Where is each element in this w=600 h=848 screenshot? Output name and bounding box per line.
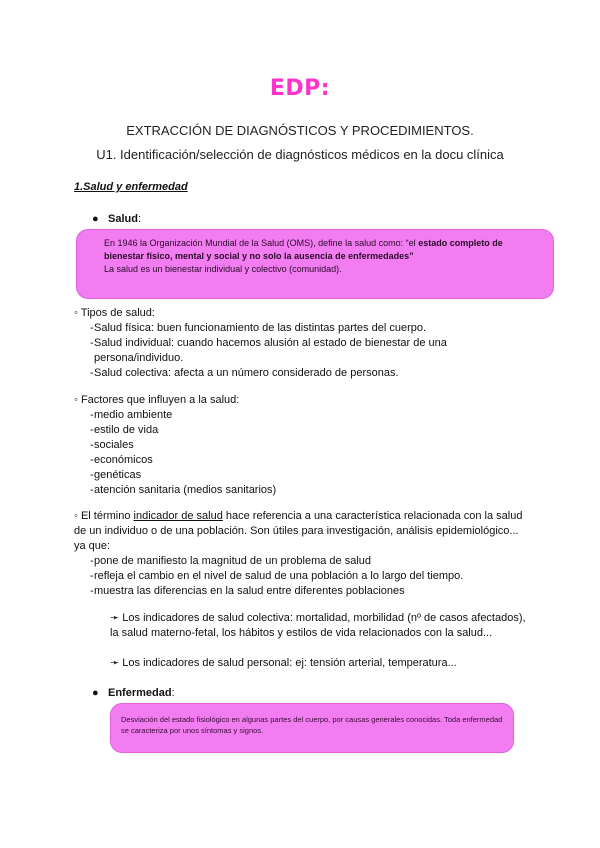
indicador-list — [74, 554, 534, 599]
indicador-term: indicador de salud — [133, 510, 223, 522]
bullet-salud-label: Salud — [108, 213, 138, 225]
list-item: - estilo de vida — [74, 423, 534, 438]
section-heading: 1.Salud y enfermedad — [74, 181, 188, 193]
list-item: - refleja el cambio en el nivel de salud de una población a lo largo del tiempo. — [74, 569, 534, 584]
salud-callout-end: La salud es un bienestar individual y colectivo (comunidad). — [104, 264, 342, 274]
indicadores-personal: ➛ Los indicadores de salud personal: ej: tensión arterial, temperatura... — [110, 657, 457, 669]
salud-definition-callout — [76, 229, 554, 299]
enfermedad-callout-text: Desviación del estado fisiológico en algunas partes del cuerpo, por causas generales conocidas. Toda enfermedad se caracteriza por unos síntomas y signos. — [121, 715, 503, 735]
list-item: - genéticas — [74, 468, 534, 483]
indicador-paragraph: ◦ El término indicador de salud hace referencia a una característica relacionada con la salud de un individuo o de una población. Son útiles para investigación, análisis epidemiológico... ya que: — [74, 510, 523, 552]
list-item: - Salud física: buen funcionamiento de las distintas partes del cuerpo. — [74, 321, 534, 336]
factores-list — [74, 408, 534, 498]
list-item: - muestra las diferencias en la salud entre diferentes poblaciones — [74, 584, 534, 599]
list-item: - económicos — [74, 453, 534, 468]
tipos-heading: ◦ Tipos de salud: — [74, 307, 155, 319]
bullet-salud: ● Salud: — [92, 213, 142, 225]
salud-callout-intro: En 1946 la Organización Mundial de la Salud (OMS), define la salud como: “el — [104, 238, 416, 248]
bullet-dot-icon: ● — [92, 213, 99, 225]
factores-heading: ◦ Factores que influyen a la salud: — [74, 394, 240, 406]
document-title: EDP: — [269, 76, 331, 101]
salud-callout-quote: estado completo de bienestar físico, mental y social y no solo la ausencia de enfermedades” — [104, 238, 503, 261]
bullet-enfermedad-label: Enfermedad — [108, 687, 172, 699]
bullet-enfermedad: ● Enfermedad: — [92, 687, 175, 699]
list-item: - atención sanitaria (medios sanitarios) — [74, 483, 534, 498]
list-item: - pone de manifiesto la magnitud de un problema de salud — [74, 554, 534, 569]
list-item: - Salud colectiva: afecta a un número considerado de personas. — [74, 366, 534, 381]
bullet-dot-icon: ● — [92, 687, 99, 699]
tipos-list — [74, 321, 534, 381]
list-item: - Salud individual: cuando hacemos alusión al estado de bienestar de una persona/individuo. — [74, 336, 534, 366]
indicadores-colectiva: ➛ Los indicadores de salud colectiva: mortalidad, morbilidad (nº de casos afectados), la salud materno-fetal, los hábitos y estilos de vida relacionados con la salud... — [110, 612, 526, 639]
enfermedad-definition-callout — [110, 703, 514, 753]
subtitle-unit: U1. Identificación/selección de diagnósticos médicos en la docu clínica — [96, 147, 504, 162]
list-item: - medio ambiente — [74, 408, 534, 423]
subtitle-main: EXTRACCIÓN DE DIAGNÓSTICOS Y PROCEDIMIENTOS. — [126, 123, 474, 138]
list-item: - sociales — [74, 438, 534, 453]
